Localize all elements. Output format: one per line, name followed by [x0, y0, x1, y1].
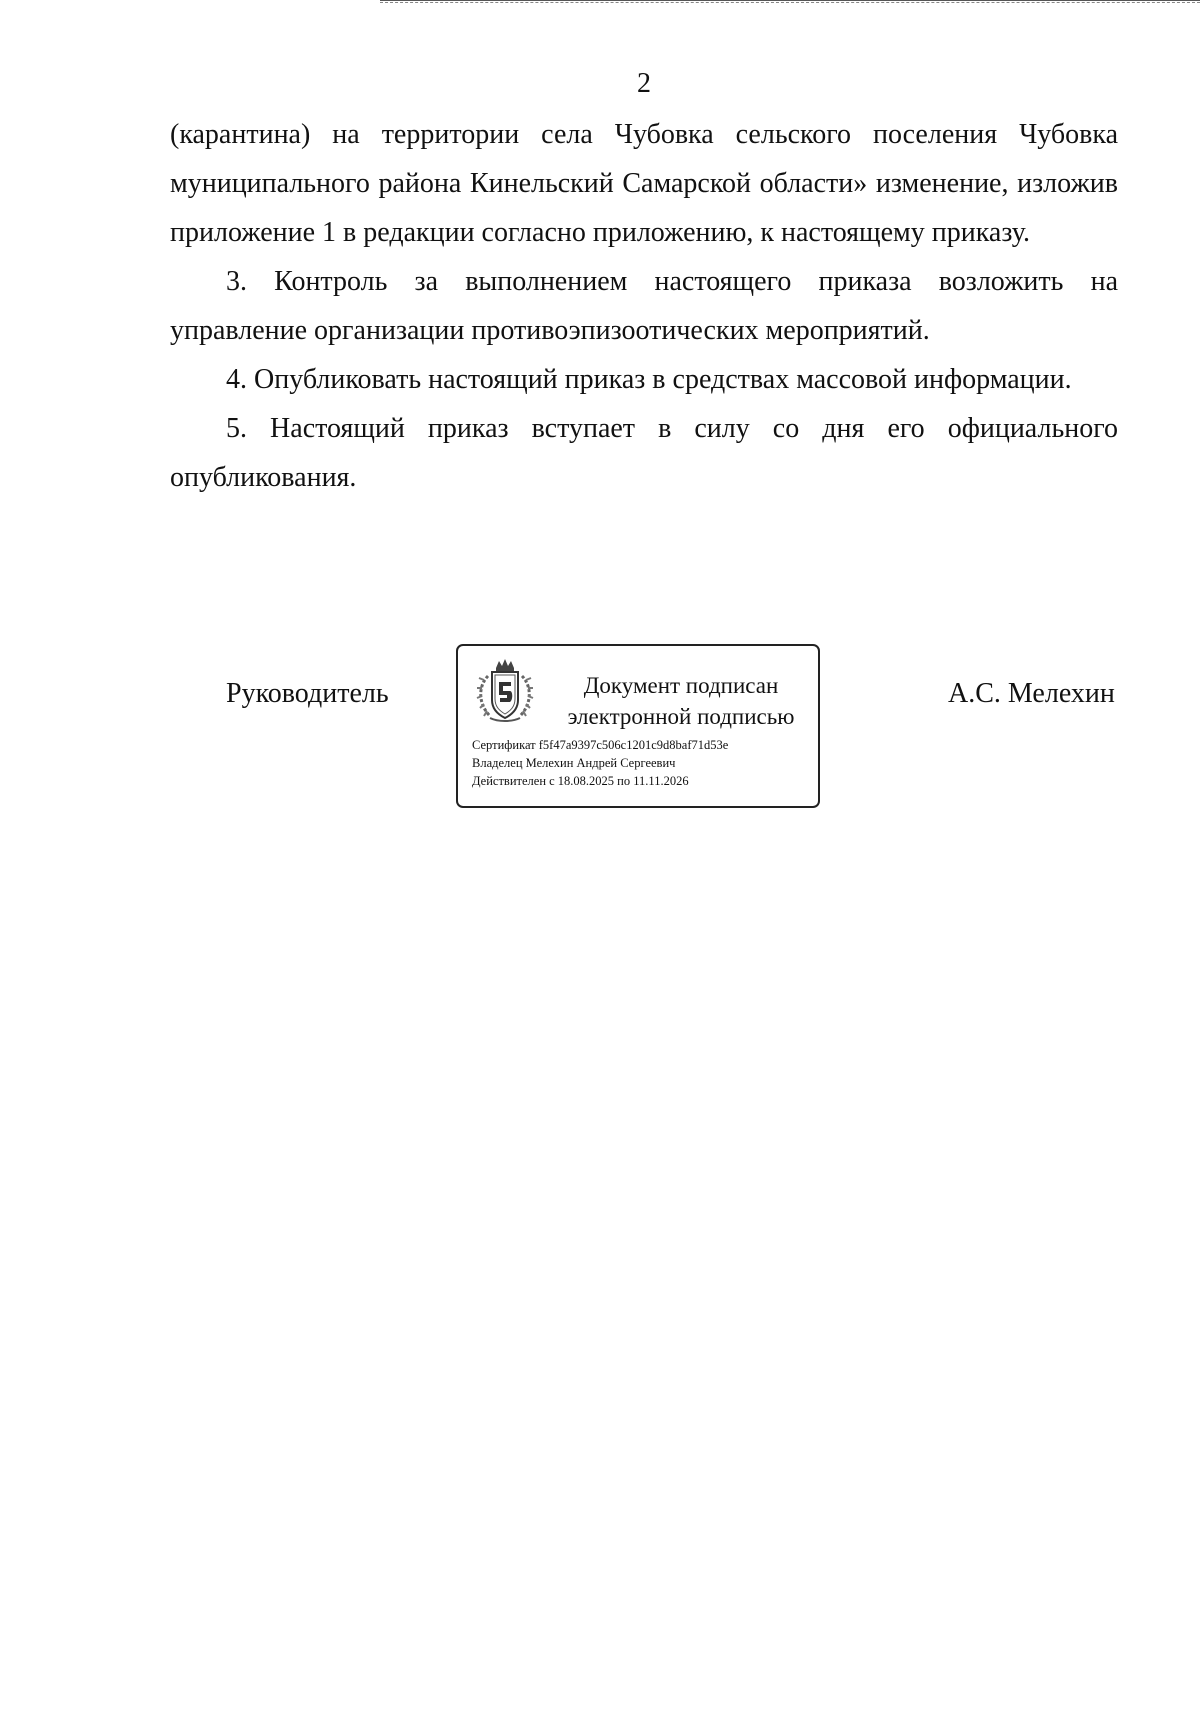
signer-name: А.С. Мелехин — [948, 678, 1115, 709]
stamp-title-line-2: электронной подписью — [567, 704, 795, 729]
coat-of-arms-icon — [474, 656, 536, 724]
paragraph-item-4: 4. Опубликовать настоящий приказ в средствах массовой информации. — [226, 364, 1072, 395]
paragraph-item-3: 3. Контроль за выполнением настоящего приказа возложить на управление организации противоэпизоотических мероприятий. — [170, 266, 1118, 346]
stamp-title — [554, 670, 808, 732]
certificate-number: Сертификат f5f47a9397c506c1201c9d8baf71d53e — [472, 738, 729, 752]
top-border-line — [380, 0, 1200, 4]
page-number: 2 — [637, 68, 651, 99]
electronic-signature-stamp — [456, 644, 820, 808]
paragraph-continuation: (карантина) на территории села Чубовка сельского поселения Чубовка муниципального района Кинельский Самарской области» изменение, изложив приложение 1 в редакции согласно приложению, к настоящему приказу. — [170, 119, 1118, 248]
certificate-validity: Действителен с 18.08.2025 по 11.11.2026 — [472, 774, 689, 788]
signature-block — [0, 644, 1200, 824]
paragraph-item-5: 5. Настоящий приказ вступает в силу со дня его официального опубликования. — [170, 413, 1118, 493]
certificate-owner: Владелец Мелехин Андрей Сергеевич — [472, 756, 676, 770]
stamp-title-line-1: Документ подписан — [583, 673, 779, 698]
signer-position: Руководитель — [226, 678, 389, 709]
document-body — [170, 110, 1118, 502]
stamp-details — [472, 736, 812, 790]
